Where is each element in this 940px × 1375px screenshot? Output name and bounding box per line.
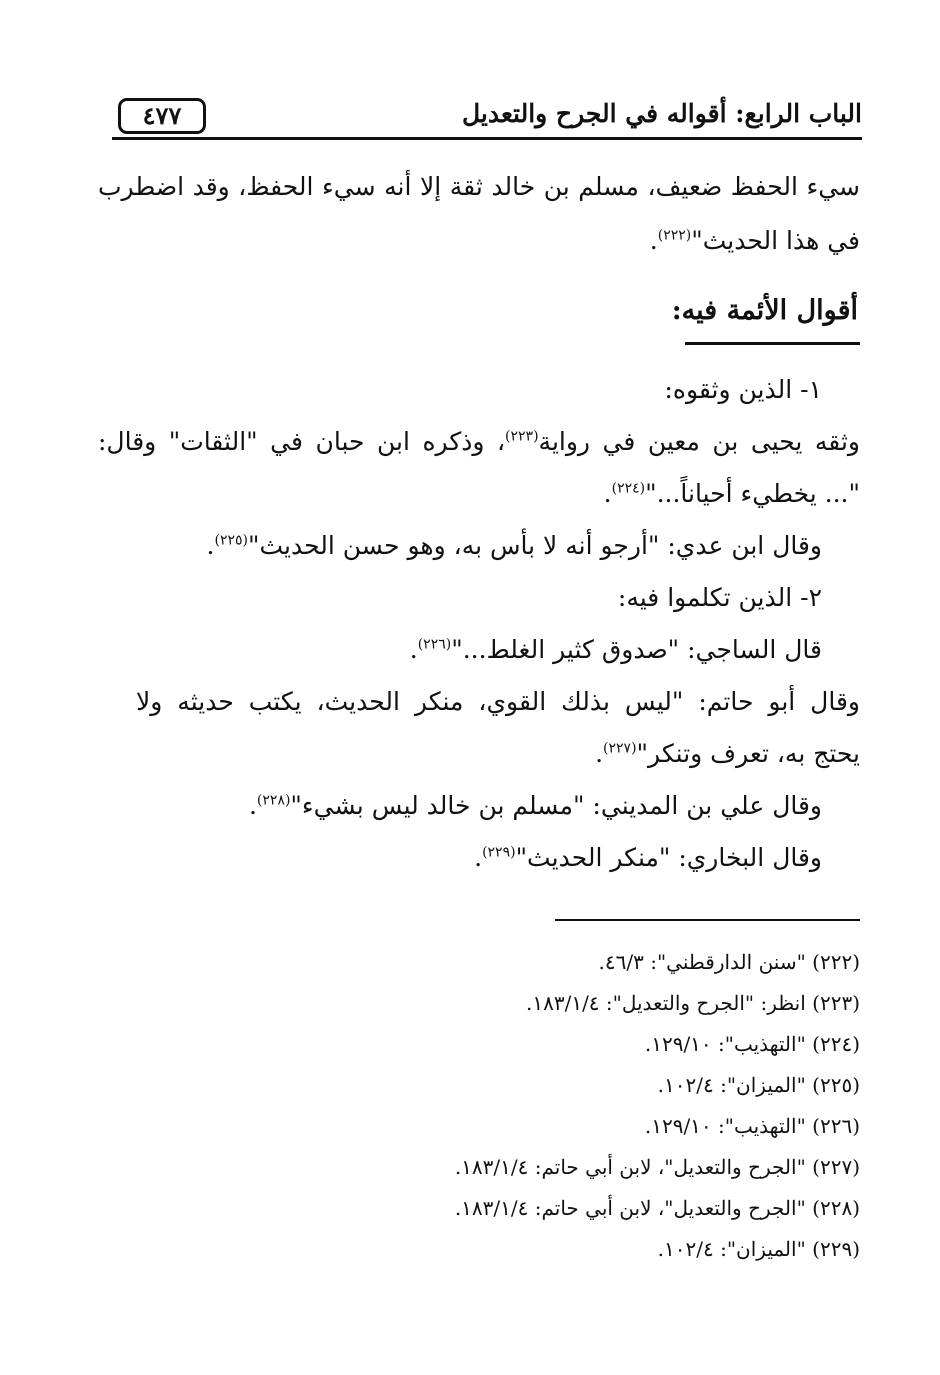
section-heading: أقوال الأئمة فيه: [671, 295, 858, 326]
footnote [658, 1237, 860, 1261]
line-text: وقال علي بن المديني: "مسلم بن خالد ليس بشيء" [290, 791, 822, 820]
paragraph-line [98, 427, 860, 456]
footnote-text: "الميزان": ١٠٢/٤. [657, 1237, 806, 1261]
footnote-number: (٢٢٨) [812, 1196, 860, 1220]
line-end: . [474, 843, 483, 872]
footnote [526, 991, 860, 1015]
footnote-ref: (٢٢٢) [657, 227, 692, 244]
heading-underline [685, 342, 860, 345]
footnote-number: (٢٢٩) [812, 1237, 860, 1261]
footnote-text: انظر: "الجرح والتعديل": ١٨٣/١/٤. [526, 991, 806, 1015]
footnote [645, 1032, 860, 1056]
paragraph-line [207, 531, 822, 560]
line-text: قال الساجي: "صدوق كثير الغلط..." [451, 635, 822, 664]
footnote-text: "الجرح والتعديل"، لابن أبي حاتم: ١٨٣/١/٤. [454, 1196, 806, 1220]
footnote [658, 1073, 860, 1097]
footnote-text: "سنن الدارقطني": ٤٦/٣. [598, 950, 806, 974]
footnote-ref: (٢٢٨) [256, 792, 291, 809]
line-end: . [248, 791, 257, 820]
line-end: . [409, 635, 418, 664]
footnote-text: "الجرح والتعديل"، لابن أبي حاتم: ١٨٣/١/٤. [454, 1155, 806, 1179]
paragraph-line: وقال أبو حاتم: "ليس بذلك القوي، منكر الحديث، يكتب حديثه ولا [136, 687, 860, 716]
footnote-number: (٢٢٢) [812, 950, 860, 974]
line-text: ، وذكره ابن حبان في "الثقات" وقال: [98, 427, 506, 456]
footnote-number: (٢٢٣) [812, 991, 860, 1015]
paragraph-line [474, 843, 822, 872]
footnote-text: "الميزان": ١٠٢/٤. [657, 1073, 806, 1097]
footnote [645, 1114, 860, 1138]
footnote-number: (٢٢٦) [812, 1114, 860, 1138]
line-text: وقال ابن عدي: "أرجو أنه لا بأس به، وهو حسن الحديث" [248, 531, 822, 560]
footnote-ref: (٢٢٦) [417, 636, 452, 653]
list-title: ١- الذين وثقوه: [664, 375, 822, 404]
footnote-text: "التهذيب": ١٢٩/١٠. [644, 1032, 806, 1056]
paragraph-line [650, 226, 860, 255]
line-end: . [206, 531, 215, 560]
footnote [455, 1196, 860, 1220]
running-title: الباب الرابع: أقواله في الجرح والتعديل [461, 99, 862, 128]
footnote-ref: (٢٢٧) [603, 740, 637, 757]
footnote-text: "التهذيب": ١٢٩/١٠. [644, 1114, 806, 1138]
footnote-number: (٢٢٤) [812, 1032, 860, 1056]
footnote-ref: (٢٢٤) [611, 480, 646, 497]
footnote-ref: (٢٢٥) [214, 532, 248, 549]
page-number: ٤٧٧ [118, 98, 206, 134]
line-text: "... يخطيء أحياناً..." [645, 479, 860, 508]
page-header [112, 95, 862, 140]
paragraph-line: سيء الحفظ ضعيف، مسلم بن خالد ثقة إلا أنه سيء الحفظ، وقد اضطرب [98, 172, 860, 201]
footnote [455, 1155, 860, 1179]
footnote-number: (٢٢٧) [812, 1155, 860, 1179]
line-text: وقال البخاري: "منكر الحديث" [515, 843, 822, 872]
footnote-ref: (٢٢٩) [482, 844, 516, 861]
paragraph-line [410, 635, 822, 664]
line-end: . [603, 479, 612, 508]
line-text: وثقه يحيى بن معين في رواية [538, 427, 860, 456]
line-text: يحتج به، تعرف وتنكر" [636, 739, 860, 768]
footnote-number: (٢٢٥) [812, 1073, 860, 1097]
paragraph-line [249, 791, 822, 820]
paragraph-line [604, 479, 860, 508]
line-text: في هذا الحديث" [691, 226, 860, 255]
line-end: . [649, 226, 658, 255]
paragraph-line [595, 739, 860, 768]
footnote [599, 950, 860, 974]
footnote-separator [555, 919, 860, 921]
line-end: . [595, 739, 604, 768]
list-title: ٢- الذين تكلموا فيه: [617, 583, 822, 612]
footnote-ref: (٢٢٣) [505, 428, 539, 445]
